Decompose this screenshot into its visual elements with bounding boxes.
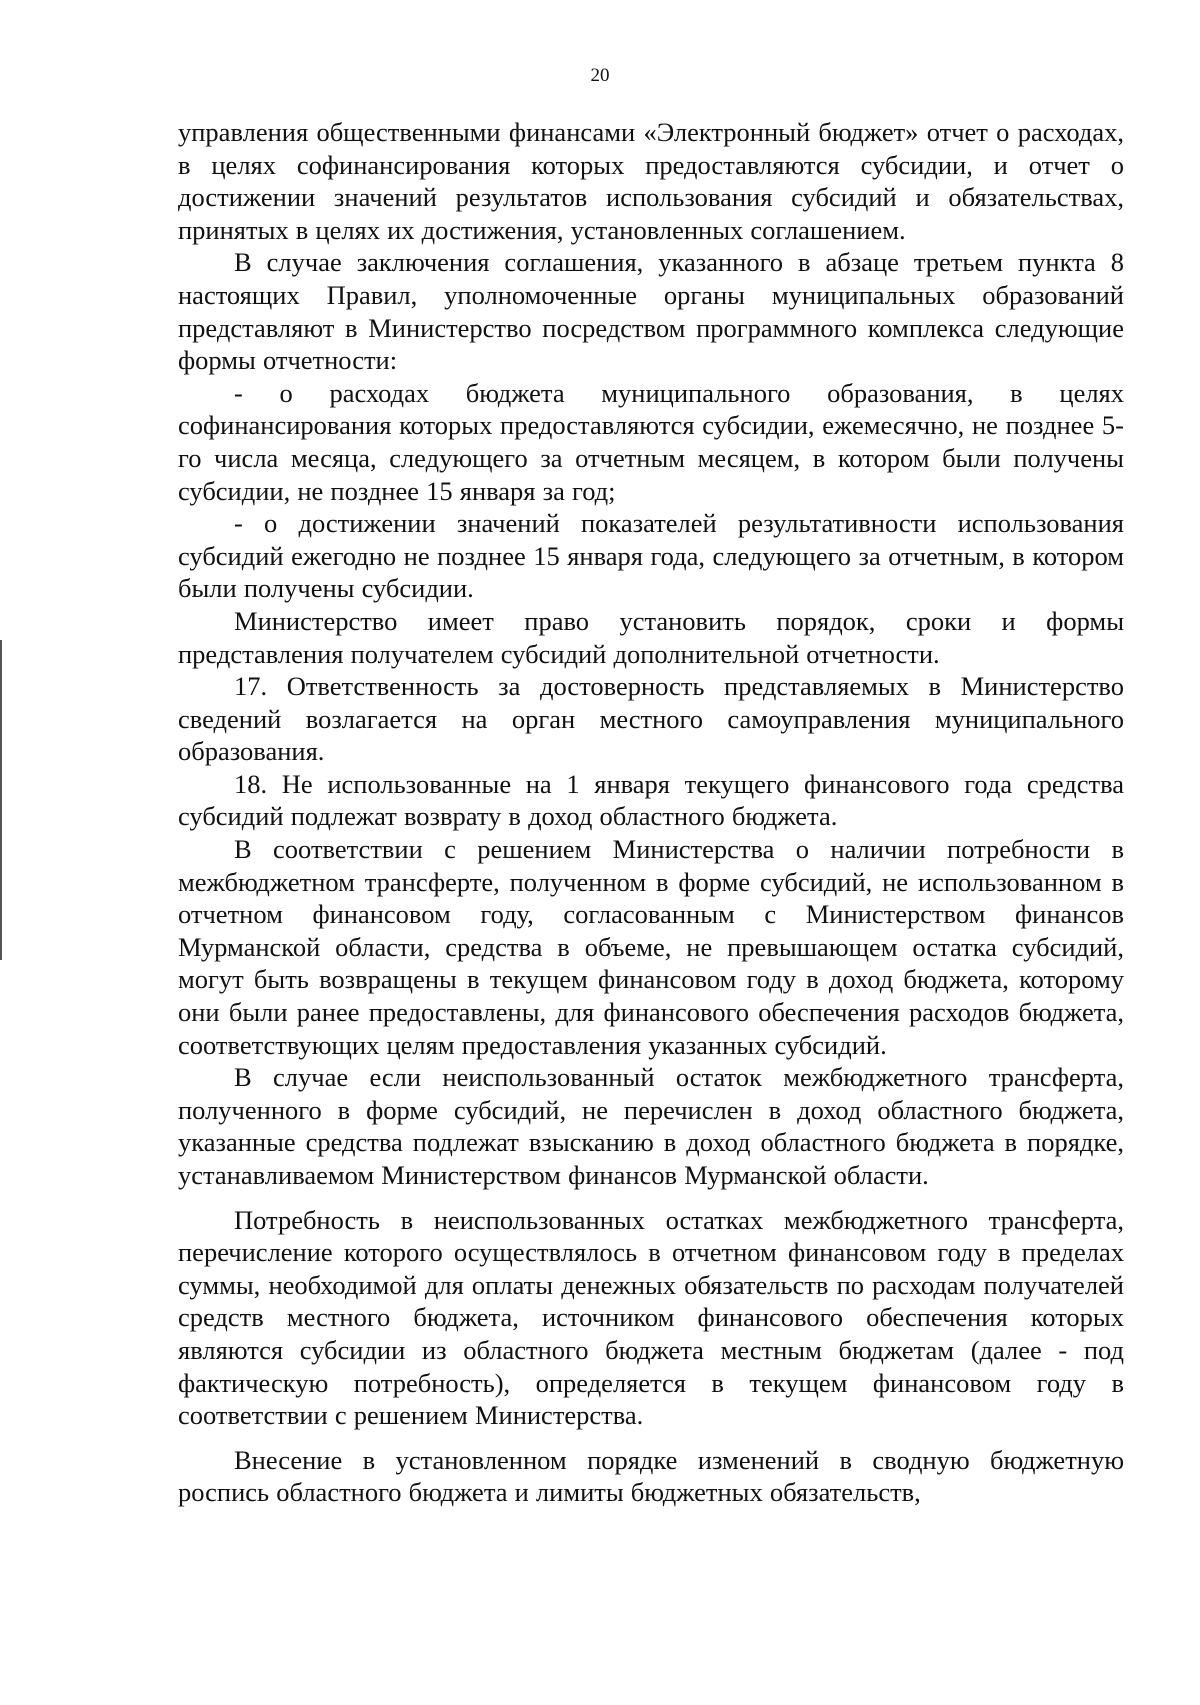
- paragraph-item-18: 18. Не использованные на 1 января текущего финансового года средства субсидий подлежат возврату в доход областного бюджета.: [178, 768, 1124, 832]
- document-body: [178, 116, 1124, 1509]
- list-item-expenses-report: - о расходах бюджета муниципального образования, в целях софинансирования которых предоставляются субсидии, ежемесячно, не позднее 5-го числа месяца, следующего за отчетным месяцем, в котором были получены субсидии, не позднее 15 января за год;: [178, 377, 1124, 506]
- paragraph-recovery: В случае если неиспользованный остаток межбюджетного трансферта, полученного в форме субсидий, не перечислен в доход областного бюджета, указанные средства подлежат взысканию в доход областного бюджета в порядке, устанавливаемом Министерством финансов Мурманской области.: [178, 1062, 1124, 1190]
- page-number: 20: [590, 65, 610, 86]
- scan-edge-mark: [0, 640, 2, 960]
- paragraph-continuation: управления общественными финансами «Электронный бюджет» отчет о расходах, в целях софинансирования которых предоставляются субсидии, и отчет о достижении значений результатов использования субсидий и обязательствах, принятых в целях их достижения, установленных соглашением.: [178, 117, 1124, 245]
- paragraph-reporting-agreement: В случае заключения соглашения, указанного в абзаце третьем пункта 8 настоящих Правил, уполномоченные органы муниципальных образований представляют в Министерство посредством программного комплекса следующие формы отчетности:: [178, 247, 1124, 376]
- paragraph-ministry-right: Министерство имеет право установить порядок, сроки и формы представления получателем субсидий дополнительной отчетности.: [178, 605, 1124, 669]
- list-item-indicators-report: - о достижении значений показателей результативности использования субсидий ежегодно не позднее 15 января года, следующего за отчетным, в котором были получены субсидии.: [178, 508, 1124, 604]
- paragraph-budget-changes: Внесение в установленном порядке изменений в сводную бюджетную роспись областного бюджета и лимиты бюджетных обязательств,: [178, 1444, 1124, 1508]
- paragraph-item-17: 17. Ответственность за достоверность представляемых в Министерство сведений возлагается на орган местного самоуправления муниципального образования.: [178, 671, 1124, 767]
- paragraph-actual-need: Потребность в неиспользованных остатках межбюджетного трансферта, перечисление которого осуществлялось в отчетном финансовом году в пределах суммы, необходимой для оплаты денежных обязательств по расходам получателей средств местного бюджета, источником финансового обеспечения которых являются субсидии из областного бюджета местным бюджетам (далее - под фактическую потребность), определяется в текущем финансовом году в соответствии с решением Министерства.: [178, 1204, 1124, 1431]
- paragraph-return-decision: В соответствии с решением Министерства о наличии потребности в межбюджетном трансферте, полученном в форме субсидий, не использованном в отчетном финансовом году, согласованным с Министерством финансов Мурманской области, средства в объеме, не превышающем остатка субсидий, могут быть возвращены в текущем финансовом году в доход бюджета, которому они были ранее предоставлены, для финансового обеспечения расходов бюджета, соответствующих целям предоставления указанных субсидий.: [178, 834, 1124, 1060]
